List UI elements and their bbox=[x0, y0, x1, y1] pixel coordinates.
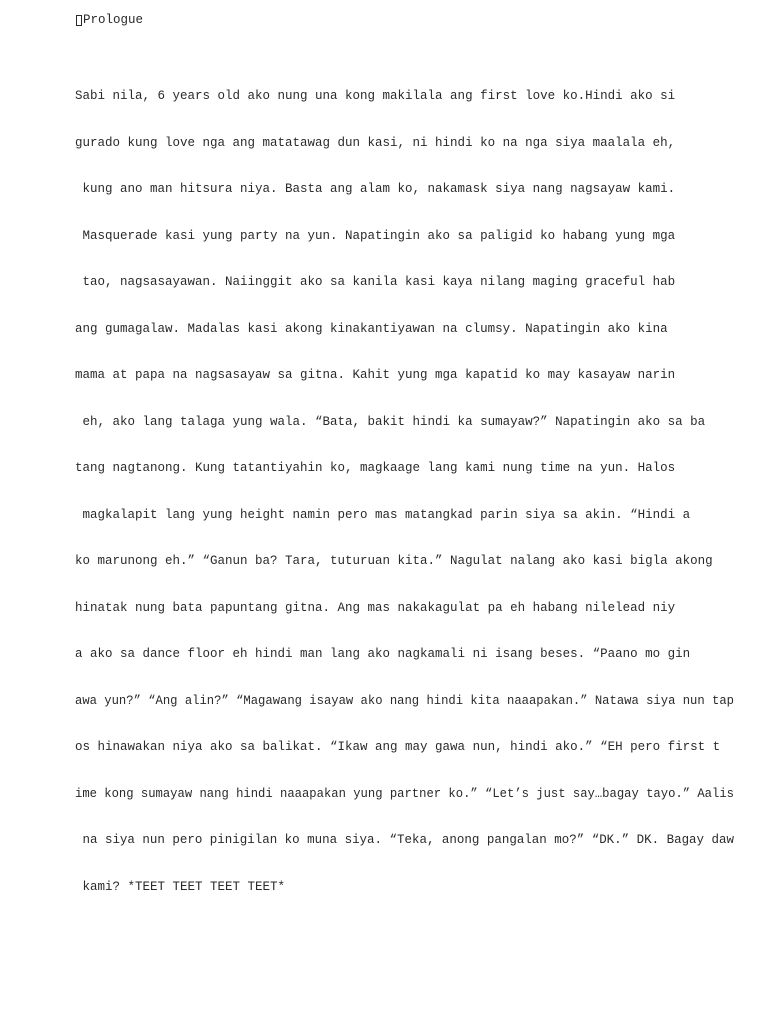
text-line: hinatak nung bata papuntang gitna. Ang mas nakakagulat pa eh habang nilelead niy bbox=[75, 600, 676, 615]
chapter-title: Prologue bbox=[83, 13, 144, 27]
prologue-body bbox=[75, 58, 750, 926]
text-line: gurado kung love nga ang matatawag dun kasi, ni hindi ko na nga siya maalala eh, bbox=[75, 135, 676, 150]
text-line: ime kong sumayaw nang hindi naaapakan yung partner ko.” “Let’s just say…bagay tayo.” Aalis bbox=[75, 786, 734, 801]
chapter-heading bbox=[76, 13, 143, 28]
text-line: mama at papa na nagsasayaw sa gitna. Kahit yung mga kapatid ko may kasayaw narin bbox=[75, 368, 676, 382]
text-line: eh, ako lang talaga yung wala. “Bata, bakit hindi ka sumayaw?” Napatingin ako sa ba bbox=[75, 414, 706, 429]
text-line: a ako sa dance floor eh hindi man lang ako nagkamali ni isang beses. “Paano mo gin bbox=[75, 647, 691, 661]
text-line: Sabi nila, 6 years old ako nung una kong makilala ang first love ko.Hindi ako si bbox=[75, 89, 676, 103]
text-line: kung ano man hitsura niya. Basta ang alam ko, nakamask siya nang nagsayaw kami. bbox=[75, 182, 676, 196]
text-line: os hinawakan niya ako sa balikat. “Ikaw ang may gawa nun, hindi ako.” “EH pero first t bbox=[75, 740, 721, 754]
text-line: tang nagtanong. Kung tatantiyahin ko, magkaage lang kami nung time na yun. Halos bbox=[75, 461, 676, 475]
text-line: ko marunong eh.” “Ganun ba? Tara, tuturuan kita.” Nagulat nalang ako kasi bigla akong bbox=[75, 554, 713, 568]
text-line: Masquerade kasi yung party na yun. Napatingin ako sa paligid ko habang yung mga bbox=[75, 228, 676, 243]
text-line: tao, nagsasayawan. Naiinggit ako sa kanila kasi kaya nilang maging graceful hab bbox=[75, 275, 676, 289]
text-line: awa yun?” “Ang alin?” “Magawang isayaw ako nang hindi kita naaapakan.” Natawa siya nun tap bbox=[75, 693, 734, 708]
text-line: ang gumagalaw. Madalas kasi akong kinakantiyawan na clumsy. Napatingin ako kina bbox=[75, 321, 668, 336]
missing-glyph-icon bbox=[76, 15, 82, 26]
text-line: magkalapit lang yung height namin pero mas matangkad parin siya sa akin. “Hindi a bbox=[75, 507, 691, 522]
text-line: kami? *TEET TEET TEET TEET* bbox=[75, 879, 286, 894]
text-line: na siya nun pero pinigilan ko muna siya. “Teka, anong pangalan mo?” “DK.” DK. Bagay daw bbox=[75, 833, 734, 847]
